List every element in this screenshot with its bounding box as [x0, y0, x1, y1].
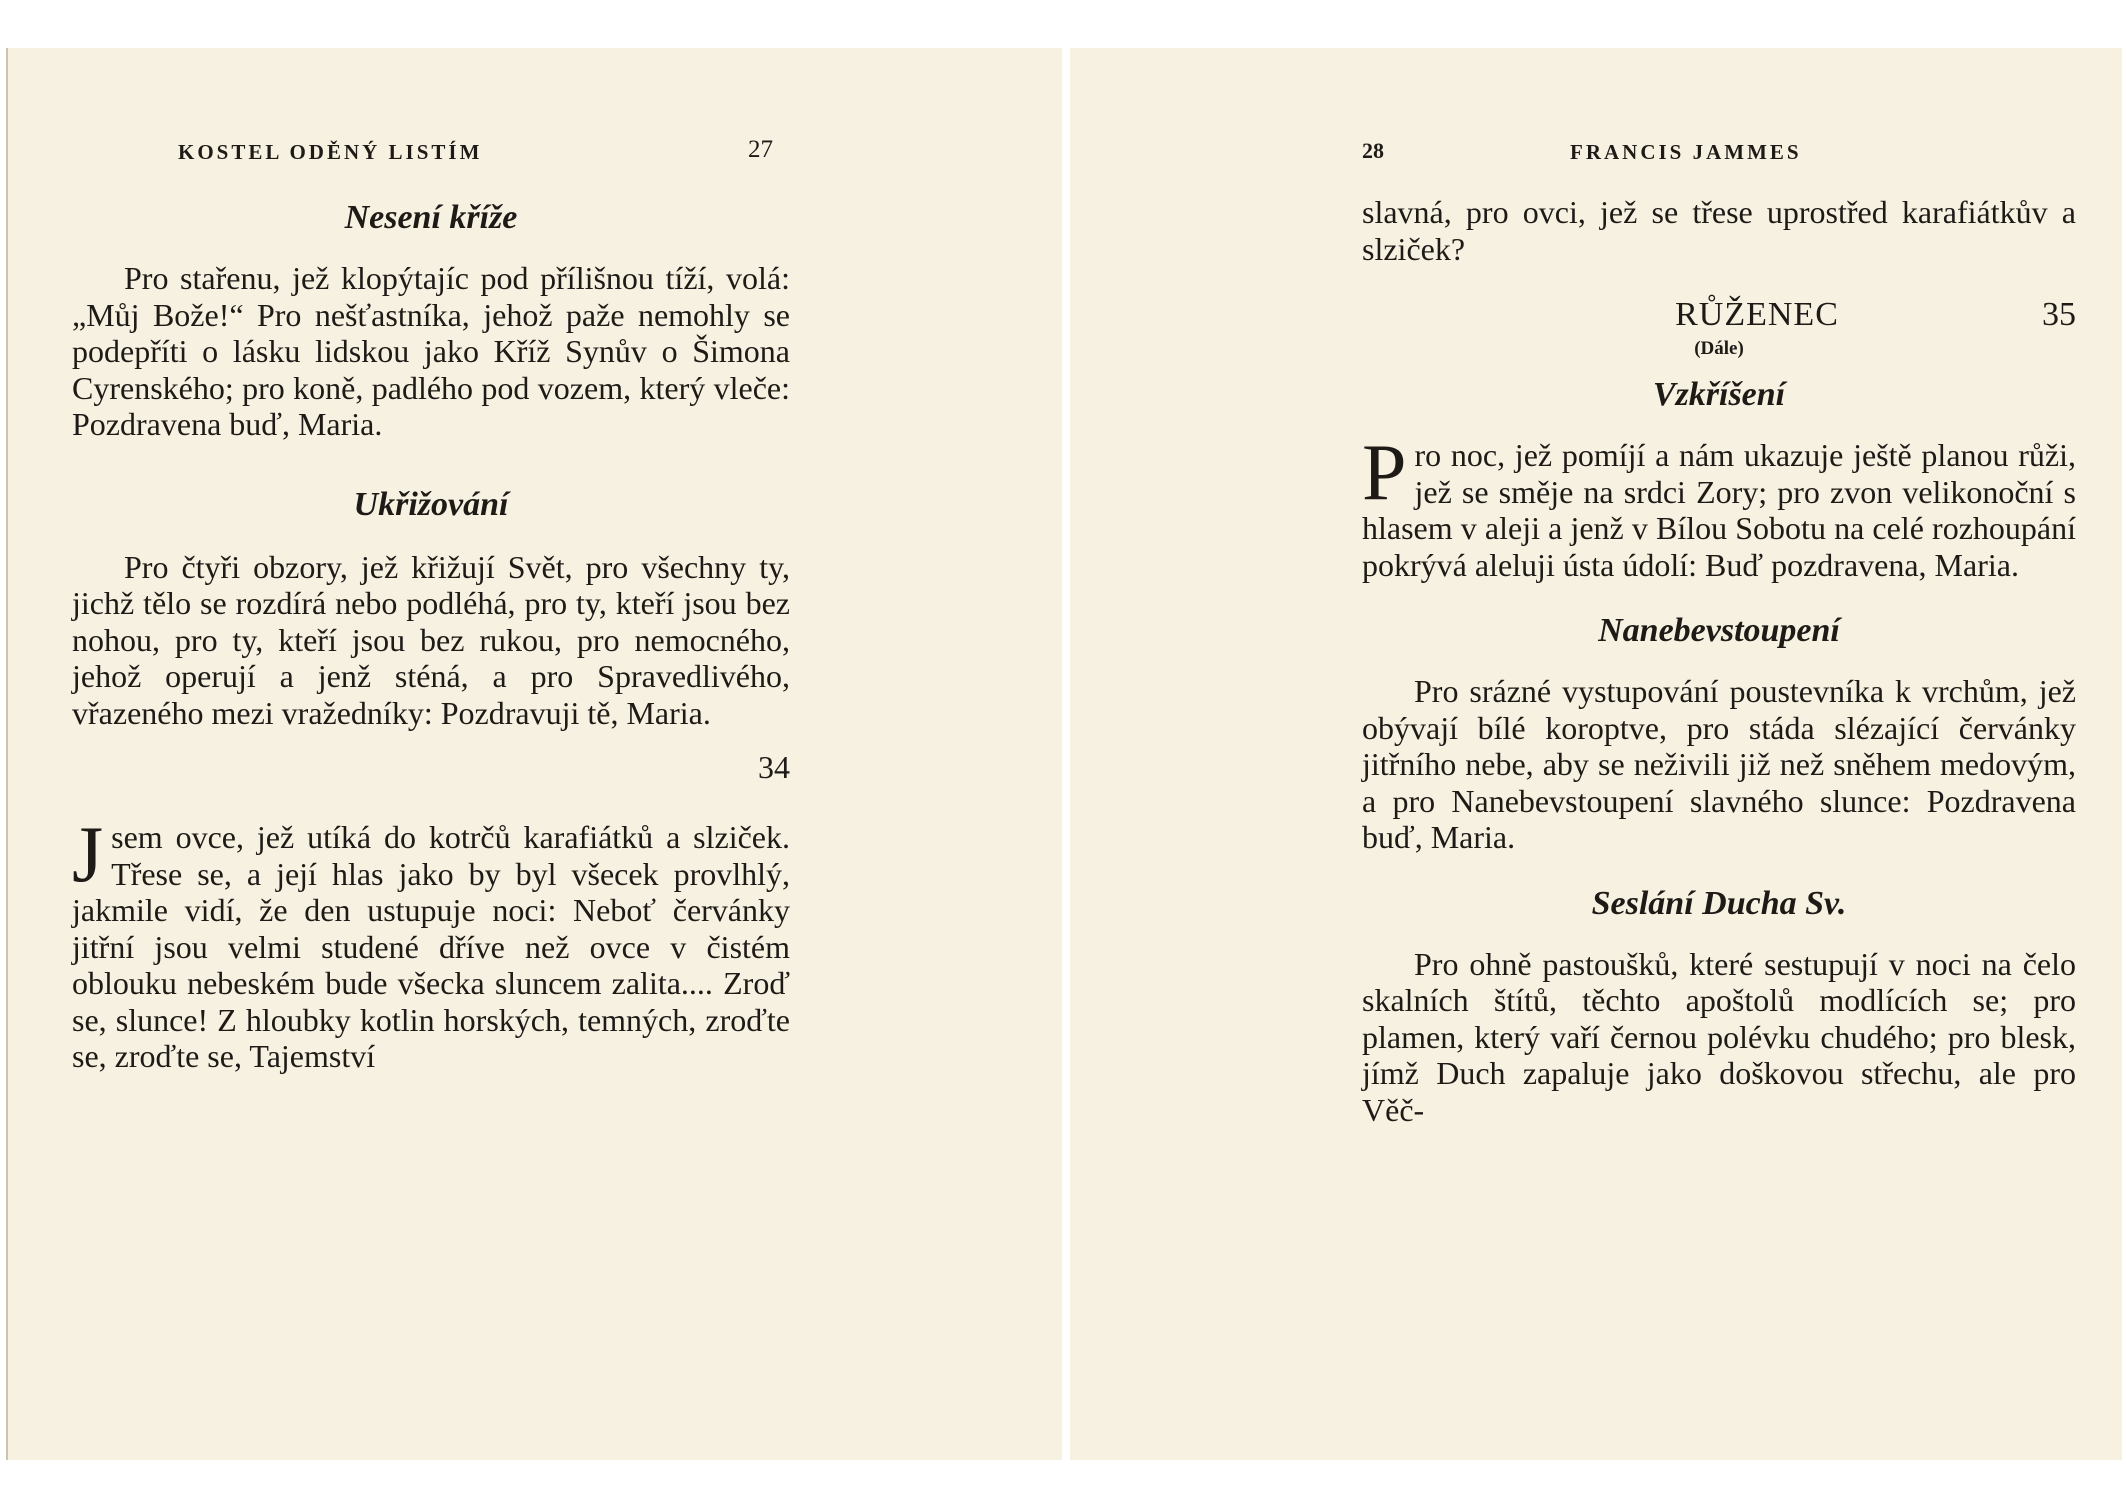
section-title-seslani-ducha: Seslání Ducha Sv.: [1591, 884, 1847, 922]
right-running-head: FRANCIS JAMMES: [1570, 140, 1802, 164]
right-text-block: [1362, 194, 2076, 1128]
left-text-block: [72, 196, 790, 1075]
poem-heading: [1362, 295, 2076, 335]
section-title-vzkriseni: Vzkříšení: [1652, 376, 1786, 413]
section-title-ukrizovani: Ukřižování: [353, 485, 509, 523]
section-text-nanebevstoupeni: Pro srázné vystupování poustevníka k vrchům, jež obývají bílé koroptve, pro stáda slézající červánky jitřního nebe, aby se neživili již než sněhem medovým, a pro Nanebevstoupení slavného slunce: Pozdravena buď, Maria.: [1362, 673, 2076, 855]
left-page: [6, 48, 1062, 1460]
poem-title: RŮŽENEC: [1675, 296, 1839, 333]
poem-subtitle: (Dále): [1694, 338, 1744, 359]
section-text-neseni-krize: Pro stařenu, jež klopýtajíc pod přílišnou tíží, volá: „Můj Bože!“ Pro nešťastníka, jehož paže nemohly se podepříti o lásku lidskou jako Kříž Synův o Šimona Cyrenského; pro koně, padlého pod vozem, který vleče: Pozdravena buď, Maria.: [72, 260, 790, 442]
section-text-seslani-ducha: Pro ohně pastoušků, které sestupují v noci na čelo skalních štítů, těchto apoštolů modlících se; pro plamen, který vaří černou polévku chudého; pro blesk, jímž Duch zapaluje jako doškovou střechu, ale pro Věč-: [1362, 945, 2076, 1128]
continuation-text: slavná, pro ovci, jež se třese uprostřed karafiátkův a slziček?: [1362, 194, 2076, 267]
section-title-nanebevstoupeni: Nanebevstoupení: [1598, 612, 1840, 649]
poem-number-34: 34: [758, 749, 790, 785]
right-page: [1070, 48, 2122, 1460]
right-page-number: 28: [1362, 138, 1384, 163]
poem-number-35: 35: [2042, 296, 2076, 333]
section-text-ukrizovani: Pro čtyři obzory, jež křižují Svět, pro všechny ty, jichž tělo se rozdírá nebo podléhá, pro ty, kteří jsou bez nohou, pro ty, kteří jsou bez rukou, pro nemocného, jehož operují a jenž sténá, a pro Spravedlivého, vřazeného mezi vražedníky: Pozdravuji tě, Maria.: [72, 548, 790, 731]
section-title-neseni-krize: Nesení kříže: [344, 199, 518, 236]
section-text-vzkriseni: Pro noc, jež pomíjí a nám ukazuje ještě planou růži, jež se směje na srdci Zory; pro zvon velikonoční s hlasem v aleji a jenž v Bílou Sobotu na celé rozhoupání pokrývá aleluji ústa údolí: Buď pozdravena, Maria.: [1362, 429, 2076, 583]
left-running-head: KOSTEL ODĚNÝ LISTÍM: [178, 140, 483, 164]
poem-text-34: Jsem ovce, jež utíká do kotrčů karafiátků a slziček. Třese se, a její hlas jako by byl všecek provlhlý, jakmile vidí, že den ustupuje noci: Neboť červánky jitřní jsou velmi studené dříve než ovce v čistém oblouku nebeském bude všecka sluncem zalita.... Zroď se, slunce! Z hloubky kotlin horských, temných, zroďte se, zroďte se, Tajemství: [72, 811, 790, 1074]
left-page-number: 27: [748, 136, 773, 163]
